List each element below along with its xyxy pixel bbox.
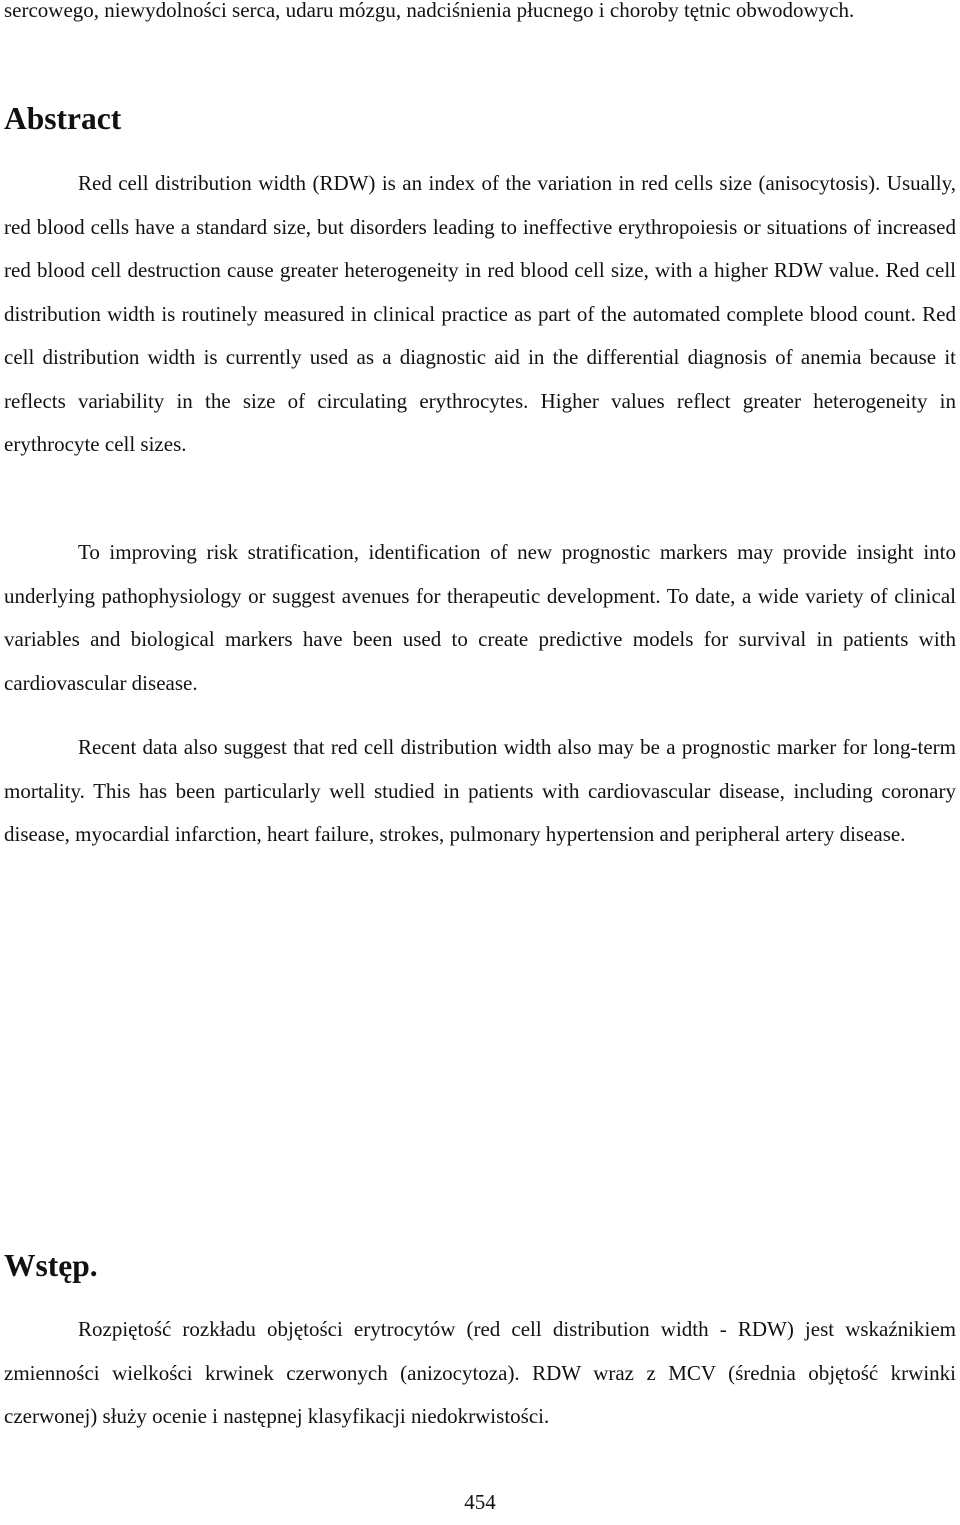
document-page [4,0,956,1513]
wstep-paragraph-1: Rozpiętość rozkładu objętości erytrocytów (red cell distribution width - RDW) jest wskaźnikiem zmienności wielkości krwinek czerwonych (anizocytoza). RDW wraz z MCV (średnia objętość krwinki czerwonej) służy ocenie i następnej klasyfikacji niedokrwistości. [4,1317,956,1428]
intro-paragraph: sercowego, niewydolności serca, udaru mózgu, nadciśnienia płucnego i choroby tętnic obwodowych. [4,0,855,22]
abstract-heading: Abstract [4,101,122,136]
abstract-paragraph-3: Recent data also suggest that red cell distribution width also may be a prognostic marker for long-term mortality. This has been particularly well studied in patients with cardiovascular disease, including coronary disease, myocardial infarction, heart failure, strokes, pulmonary hypertension and peripheral artery disease. [4,735,956,846]
abstract-paragraph-1: Red cell distribution width (RDW) is an index of the variation in red cells size (anisocytosis). Usually, red blood cells have a standard size, but disorders leading to ineffective erythropoiesis or situations of increased red blood cell destruction cause greater heterogeneity in red blood cell size, with a higher RDW value. Red cell distribution width is routinely measured in clinical practice as part of the automated complete blood count. Red cell distribution width is currently used as a diagnostic aid in the differential diagnosis of anemia because it reflects variability in the size of circulating erythrocytes. Higher values reflect greater heterogeneity in erythrocyte cell sizes. [4,171,956,456]
wstep-heading: Wstęp. [4,1248,98,1283]
page-number: 454 [464,1490,496,1514]
abstract-paragraph-2: To improving risk stratification, identification of new prognostic markers may provide insight into underlying pathophysiology or suggest avenues for therapeutic development. To date, a wide variety of clinical variables and biological markers have been used to create predictive models for survival in patients with cardiovascular disease. [4,540,956,695]
